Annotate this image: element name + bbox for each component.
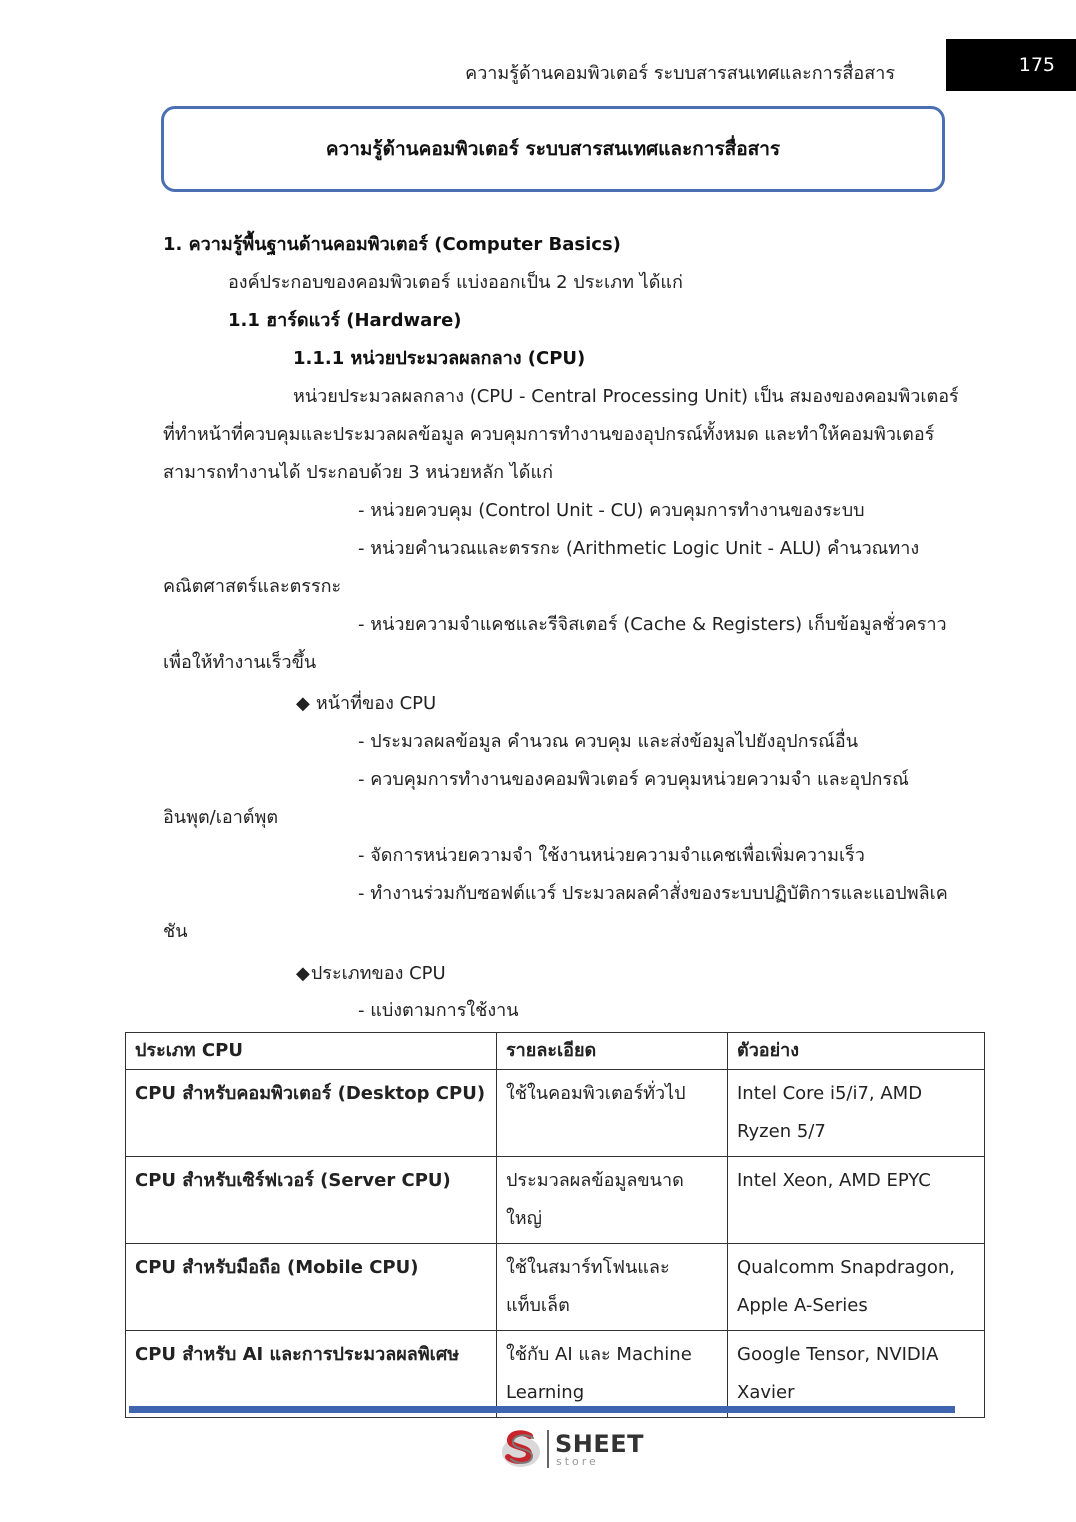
table-cell-example: Intel Core i5/i7, AMD Ryzen 5/7 [728, 1070, 985, 1157]
duty-item: - ควบคุมการทำงานของคอมพิวเตอร์ ควบคุมหน่วยความจำ และอุปกรณ์ [358, 769, 909, 790]
table-header-cell: ประเภท CPU [126, 1033, 497, 1070]
duties-heading-label: หน้าที่ของ CPU [315, 693, 437, 714]
logo-separator [547, 1430, 549, 1468]
table-cell-type: CPU สำหรับเซิร์ฟเวอร์ (Server CPU) [126, 1157, 497, 1244]
footer-rule [129, 1406, 955, 1413]
table-cell-type: CPU สำหรับมือถือ (Mobile CPU) [126, 1244, 497, 1331]
cpu-unit-item: - หน่วยคำนวณและตรรกะ (Arithmetic Logic Unit - ALU) คำนวณทาง [358, 538, 920, 559]
duty-item-cont: อินพุต/เอาต์พุต [163, 807, 279, 828]
table-row [126, 1331, 985, 1418]
table-cell-type: CPU สำหรับคอมพิวเตอร์ (Desktop CPU) [126, 1070, 497, 1157]
table-header-cell: รายละเอียด [497, 1033, 728, 1070]
types-heading [296, 961, 446, 987]
cpu-paragraph-line: หน่วยประมวลผลกลาง (CPU - Central Processing Unit) เป็น สมองของคอมพิวเตอร์ [293, 386, 959, 407]
cpu-paragraph-line: ที่ทำหน้าที่ควบคุมและประมวลผลข้อมูล ควบคุมการทำงานของอุปกรณ์ทั้งหมด และทำให้คอมพิวเตอร์ [163, 424, 935, 445]
duty-item: - จัดการหน่วยความจำ ใช้งานหน่วยความจำแคชเพื่อเพิ่มความเร็ว [358, 845, 865, 866]
duty-item: - ทำงานร่วมกับซอฟต์แวร์ ประมวลผลคำสั่งของระบบปฏิบัติการและแอปพลิเค [358, 883, 948, 904]
table-cell-detail: ประมวลผลข้อมูลขนาดใหญ่ [497, 1157, 728, 1244]
logo-word: SHEET [555, 1429, 645, 1458]
table-header-cell: ตัวอย่าง [728, 1033, 985, 1070]
cpu-unit-item: - หน่วยความจำแคชและรีจิสเตอร์ (Cache & Registers) เก็บข้อมูลชั่วคราว [358, 614, 947, 635]
table-row [126, 1157, 985, 1244]
table-header-row [126, 1033, 985, 1070]
table-cell-example: Intel Xeon, AMD EPYC [728, 1157, 985, 1244]
table-cell-detail: ใช้กับ AI และ Machine Learning [497, 1331, 728, 1418]
chapter-title: ความรู้ด้านคอมพิวเตอร์ ระบบสารสนเทศและการสื่อสาร [325, 138, 781, 160]
logo-subword: store [556, 1454, 599, 1468]
cpu-unit-item-cont: คณิตศาสตร์และตรรกะ [163, 576, 342, 597]
table-cell-detail: ใช้ในคอมพิวเตอร์ทั่วไป [497, 1070, 728, 1157]
page-number-box [946, 39, 1076, 91]
cpu-paragraph-line: สามารถทำงานได้ ประกอบด้วย 3 หน่วยหลัก ได้แก่ [163, 462, 553, 483]
running-header-title: ความรู้ด้านคอมพิวเตอร์ ระบบสารสนเทศและการสื่อสาร [465, 63, 895, 84]
cpu-unit-item: - หน่วยควบคุม (Control Unit - CU) ควบคุมการทำงานของระบบ [358, 500, 865, 521]
sheet-store-logo [499, 1426, 644, 1472]
intro-text: องค์ประกอบของคอมพิวเตอร์ แบ่งออกเป็น 2 ประเภท ได้แก่ [228, 272, 683, 293]
subsubsection-heading: 1.1.1 หน่วยประมวลผลกลาง (CPU) [293, 348, 586, 369]
duty-item-cont: ชัน [163, 921, 188, 942]
section-heading: 1. ความรู้พื้นฐานด้านคอมพิวเตอร์ (Computer Basics) [163, 234, 621, 255]
table-cell-detail: ใช้ในสมาร์ทโฟนและแท็บเล็ต [497, 1244, 728, 1331]
chapter-title-box [161, 106, 945, 192]
sheet-store-logo-icon [499, 1427, 543, 1471]
diamond-bullet-icon: ◆ [296, 963, 310, 984]
duty-item: - ประมวลผลข้อมูล คำนวณ ควบคุม และส่งข้อมูลไปยังอุปกรณ์อื่น [358, 731, 858, 752]
diamond-bullet-icon: ◆ [296, 693, 310, 714]
table-cell-type: CPU สำหรับ AI และการประมวลผลพิเศษ [126, 1331, 497, 1418]
types-subheading: - แบ่งตามการใช้งาน [358, 1000, 519, 1021]
table-row [126, 1244, 985, 1331]
logo-wordmark [555, 1429, 645, 1468]
subsection-heading: 1.1 ฮาร์ดแวร์ (Hardware) [228, 310, 462, 331]
duties-heading [296, 691, 436, 717]
table-cell-example: Qualcomm Snapdragon, Apple A-Series [728, 1244, 985, 1331]
table-row [126, 1070, 985, 1157]
table-cell-example: Google Tensor, NVIDIA Xavier [728, 1331, 985, 1418]
types-heading-label: ประเภทของ CPU [310, 963, 446, 984]
cpu-types-table [125, 1032, 985, 1418]
page-number: 175 [1018, 54, 1055, 76]
cpu-unit-item-cont: เพื่อให้ทำงานเร็วขึ้น [163, 652, 317, 673]
